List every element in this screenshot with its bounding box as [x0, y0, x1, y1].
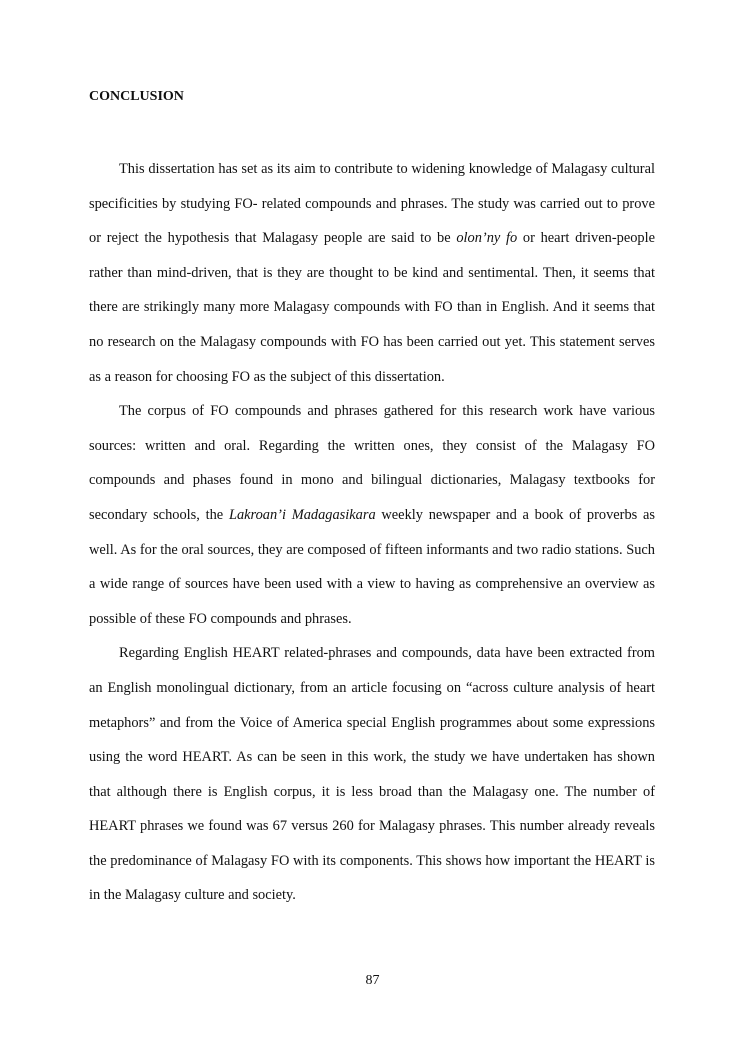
paragraph-1-text-a: This dissertation has set as its aim to contribute to widening knowledge of Malagasy cultural specificities by studying FO- related compounds and phrases. The study was carried out to prove or reject the hypothesis that Malagasy people are said to be: [89, 161, 655, 247]
paragraph-1-text-b: or heart driven-people rather than mind-driven, that is they are thought to be kind and sentimental. Then, it seems that there are strikingly many more Malagasy compounds with FO than in English. And it seems that no research on the Malagasy compounds with FO has been carried out yet. This statement serves as a reason for choosing FO as the subject of this dissertation.: [89, 230, 655, 385]
paragraph-3: Regarding English HEART related-phrases and compounds, data have been extracted from an English monolingual dictionary, from an article focusing on “across culture analysis of heart metaphors” and from the Voice of America special English programmes about some expressions using the word HEART. As can be seen in this work, the study we have undertaken has shown that although there is English corpus, it is less broad than the Malagasy one. The number of HEART phrases we found was 67 versus 260 for Malagasy phrases. This number already reveals the predominance of Malagasy FO with its components. This shows how important the HEART is in the Malagasy culture and society.: [89, 645, 655, 904]
paragraph-1: [89, 152, 655, 394]
italic-term-olonny-fo: olon’ny fo: [456, 230, 518, 247]
italic-newspaper-title: Lakroan’i Madagasikara: [228, 506, 376, 523]
paragraph-2: [89, 394, 655, 636]
paragraph-2-text-b: weekly newspaper and a book of proverbs as well. As for the oral sources, they are composed of fifteen informants and two radio stations. Such a wide range of sources have been used with a view to having as comprehensive an overview as possible of these FO compounds and phrases.: [89, 506, 655, 627]
body-text: [89, 152, 655, 913]
section-heading: CONCLUSION: [89, 89, 184, 104]
paragraph-2-text-a: The corpus of FO compounds and phrases gathered for this research work have various sources: written and oral. Regarding the written ones, they consist of the Malagasy FO compounds and phases found in mono and bilingual dictionaries, Malagasy textbooks for secondary schools, the: [89, 403, 655, 523]
page-number: 87: [365, 973, 380, 988]
